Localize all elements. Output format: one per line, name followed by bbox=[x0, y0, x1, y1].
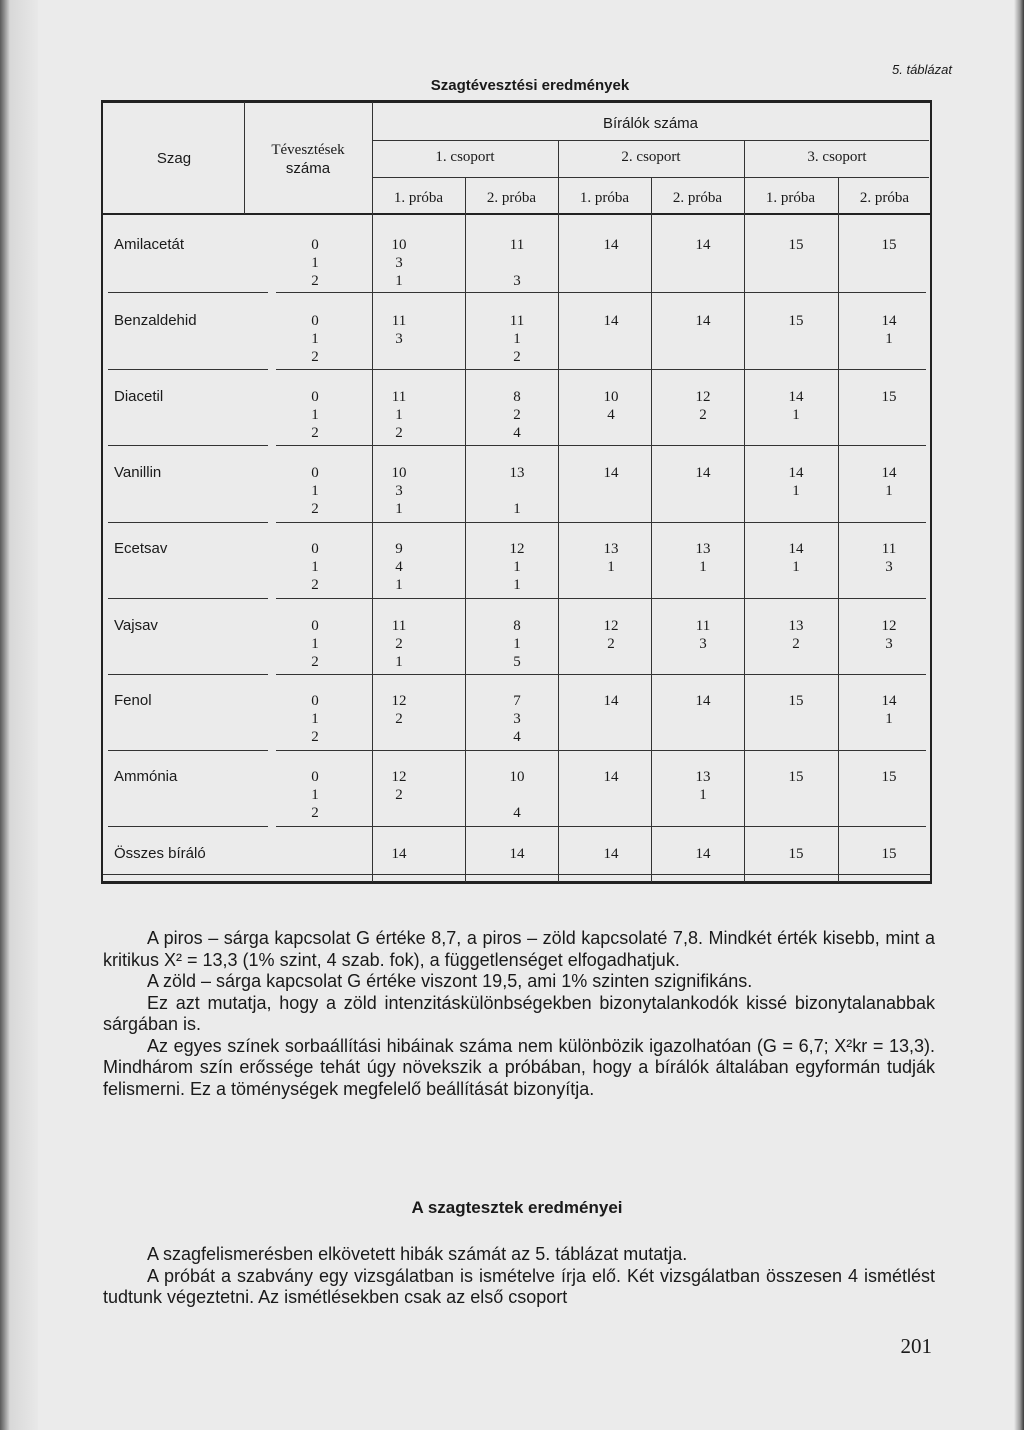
row-separator bbox=[276, 445, 926, 446]
value-cell: 13 2 bbox=[788, 618, 804, 652]
total-cell: 14 bbox=[391, 846, 407, 862]
col-divider-g1 bbox=[558, 140, 559, 882]
table-caption: Szagtévesztési eredmények bbox=[430, 77, 630, 94]
value-cell: 14 bbox=[603, 237, 619, 253]
body-text-continued bbox=[103, 1244, 935, 1309]
value-cell: 14 bbox=[603, 769, 619, 785]
error-count-cell: 0 1 2 bbox=[311, 313, 319, 365]
value-cell: 9 4 1 bbox=[395, 541, 403, 593]
col-divider-p2 bbox=[651, 177, 652, 882]
section-heading: A szagtesztek eredményei bbox=[411, 1198, 623, 1217]
value-cell: 14 1 bbox=[881, 693, 897, 727]
value-cell: 12 3 bbox=[881, 618, 897, 652]
value-cell: 15 bbox=[881, 389, 897, 405]
row-separator bbox=[108, 445, 268, 446]
value-cell: 13 1 bbox=[695, 541, 711, 575]
value-cell: 12 2 bbox=[695, 389, 711, 423]
row-separator bbox=[276, 369, 926, 370]
header-proba-g1-1: 1. próba bbox=[393, 190, 444, 206]
row-separator bbox=[108, 522, 268, 523]
value-cell: 15 bbox=[881, 237, 897, 253]
row-separator bbox=[108, 750, 268, 751]
value-cell: 14 1 bbox=[881, 313, 897, 347]
total-cell: 14 bbox=[603, 846, 619, 862]
body-text bbox=[103, 928, 935, 1100]
error-count-cell: 0 1 2 bbox=[311, 693, 319, 745]
odor-name: Benzaldehid bbox=[114, 312, 197, 329]
col-divider-tevesztes bbox=[372, 102, 373, 882]
total-cell: 15 bbox=[881, 846, 897, 862]
header-group-1: 1. csoport bbox=[435, 149, 495, 165]
value-cell: 13 1 bbox=[603, 541, 619, 575]
header-proba-g1-2: 2. próba bbox=[486, 190, 537, 206]
value-cell: 11 1 2 bbox=[391, 389, 407, 441]
row-separator bbox=[276, 826, 926, 827]
total-cell: 15 bbox=[788, 846, 804, 862]
header-group-3: 3. csoport bbox=[807, 149, 867, 165]
total-cell: 14 bbox=[509, 846, 525, 862]
value-cell: 15 bbox=[881, 769, 897, 785]
value-cell: 12 2 bbox=[603, 618, 619, 652]
header-tevesztesek-line1: Tévesztések bbox=[271, 142, 345, 158]
header-proba-g3-1: 1. próba bbox=[765, 190, 816, 206]
error-count-cell: 0 1 2 bbox=[311, 237, 319, 289]
row-separator bbox=[276, 522, 926, 523]
value-cell: 14 bbox=[603, 313, 619, 329]
value-cell: 10 3 1 bbox=[391, 237, 407, 289]
value-cell: 14 1 bbox=[788, 389, 804, 423]
paragraph: Ez azt mutatja, hogy a zöld intenzitáskülönbségekben bizonytalankodók kissé bizonytalanabbak sárgában is. bbox=[103, 992, 935, 1034]
header-bottom-rule bbox=[103, 213, 930, 215]
odor-name: Ecetsav bbox=[114, 540, 168, 557]
row-separator bbox=[103, 874, 930, 875]
value-cell: 8 2 4 bbox=[513, 389, 521, 441]
value-cell: 14 bbox=[695, 313, 711, 329]
paragraph: Az egyes színek sorbaállítási hibáinak száma nem különbözik igazolhatóan (G = 6,7; X²kr = 13,3). Mindhárom szín erőssége tehát úgy növekszik a próbában, hogy a bírálók általában egyformán tudják felismerni. Ez a töménységek megfelelő beállítását bizonyítja. bbox=[103, 1035, 935, 1099]
error-count-cell: 0 1 2 bbox=[311, 618, 319, 670]
odor-name: Vanillin bbox=[114, 464, 162, 481]
value-cell: 11 2 1 bbox=[391, 618, 407, 670]
value-cell: 14 1 bbox=[788, 465, 804, 499]
error-count-cell: 0 1 2 bbox=[311, 769, 319, 821]
value-cell: 12 1 1 bbox=[509, 541, 525, 593]
header-tevesztesek-line2: száma bbox=[285, 160, 331, 177]
row-separator bbox=[108, 598, 268, 599]
value-cell: 14 bbox=[695, 693, 711, 709]
paragraph: A próbát a szabvány egy vizsgálatban is ismételve írja elő. Két vizsgálatban összesen 4 ismétlést tudtunk végeztetni. Az ismétlésekben csak az első csoport bbox=[103, 1265, 935, 1307]
value-cell: 11 3 bbox=[695, 618, 711, 652]
value-cell: 10 3 1 bbox=[391, 465, 407, 517]
value-cell: 11 3 bbox=[509, 237, 525, 289]
value-cell: 8 1 5 bbox=[513, 618, 521, 670]
value-cell: 12 2 bbox=[391, 693, 407, 727]
odor-name: Fenol bbox=[114, 692, 152, 709]
total-row-label: Összes bíráló bbox=[114, 845, 206, 862]
total-cell: 14 bbox=[695, 846, 711, 862]
paragraph: A zöld – sárga kapcsolat G értéke viszont 19,5, ami 1% szinten szignifikáns. bbox=[147, 971, 753, 991]
error-count-cell: 0 1 2 bbox=[311, 541, 319, 593]
error-count-cell: 0 1 2 bbox=[311, 389, 319, 441]
header-szag: Szag bbox=[156, 150, 192, 167]
value-cell: 14 bbox=[695, 237, 711, 253]
col-divider-g2 bbox=[744, 140, 745, 882]
header-proba-g2-2: 2. próba bbox=[672, 190, 723, 206]
value-cell: 14 1 bbox=[788, 541, 804, 575]
value-cell: 14 bbox=[603, 465, 619, 481]
value-cell: 7 3 4 bbox=[513, 693, 521, 745]
paragraph: A szagfelismerésben elkövetett hibák számát az 5. táblázat mutatja. bbox=[147, 1244, 688, 1264]
row-separator bbox=[108, 826, 268, 827]
value-cell: 14 bbox=[695, 465, 711, 481]
odor-name: Ammónia bbox=[114, 768, 178, 785]
value-cell: 11 3 bbox=[881, 541, 897, 575]
value-cell: 10 4 bbox=[603, 389, 619, 423]
row-separator bbox=[276, 292, 926, 293]
page-number: 201 bbox=[900, 1334, 932, 1358]
header-proba-g3-2: 2. próba bbox=[859, 190, 910, 206]
col-divider-p1 bbox=[465, 177, 466, 882]
header-group-2: 2. csoport bbox=[621, 149, 681, 165]
row-separator bbox=[108, 369, 268, 370]
value-cell: 14 1 bbox=[881, 465, 897, 499]
odor-name: Vajsav bbox=[114, 617, 158, 634]
value-cell: 15 bbox=[788, 693, 804, 709]
header-biralok-szama: Bírálók száma bbox=[602, 115, 699, 132]
value-cell: 10 4 bbox=[509, 769, 525, 821]
value-cell: 11 1 2 bbox=[509, 313, 525, 365]
header-proba-g2-1: 1. próba bbox=[579, 190, 630, 206]
paragraph: A piros – sárga kapcsolat G értéke 8,7, a piros – zöld kapcsolaté 7,8. Mindkét érték kisebb, mint a kritikus X² = 13,3 (1% szint, 4 szab. fok), a függetlenséget elfogadhatjuk. bbox=[103, 928, 935, 970]
row-separator bbox=[108, 292, 268, 293]
odor-name: Diacetil bbox=[114, 388, 164, 405]
value-cell: 13 1 bbox=[509, 465, 525, 517]
value-cell: 14 bbox=[603, 693, 619, 709]
col-divider-p3 bbox=[838, 177, 839, 882]
row-separator bbox=[276, 674, 926, 675]
row-separator bbox=[276, 750, 926, 751]
value-cell: 11 3 bbox=[391, 313, 407, 347]
value-cell: 12 2 bbox=[391, 769, 407, 803]
value-cell: 13 1 bbox=[695, 769, 711, 803]
value-cell: 15 bbox=[788, 313, 804, 329]
odor-name: Amilacetát bbox=[114, 236, 185, 253]
row-separator bbox=[108, 674, 268, 675]
header-rule-biralok bbox=[372, 140, 929, 141]
error-count-cell: 0 1 2 bbox=[311, 465, 319, 517]
table-number-label: 5. táblázat bbox=[892, 62, 952, 77]
row-separator bbox=[276, 598, 926, 599]
value-cell: 15 bbox=[788, 769, 804, 785]
value-cell: 15 bbox=[788, 237, 804, 253]
